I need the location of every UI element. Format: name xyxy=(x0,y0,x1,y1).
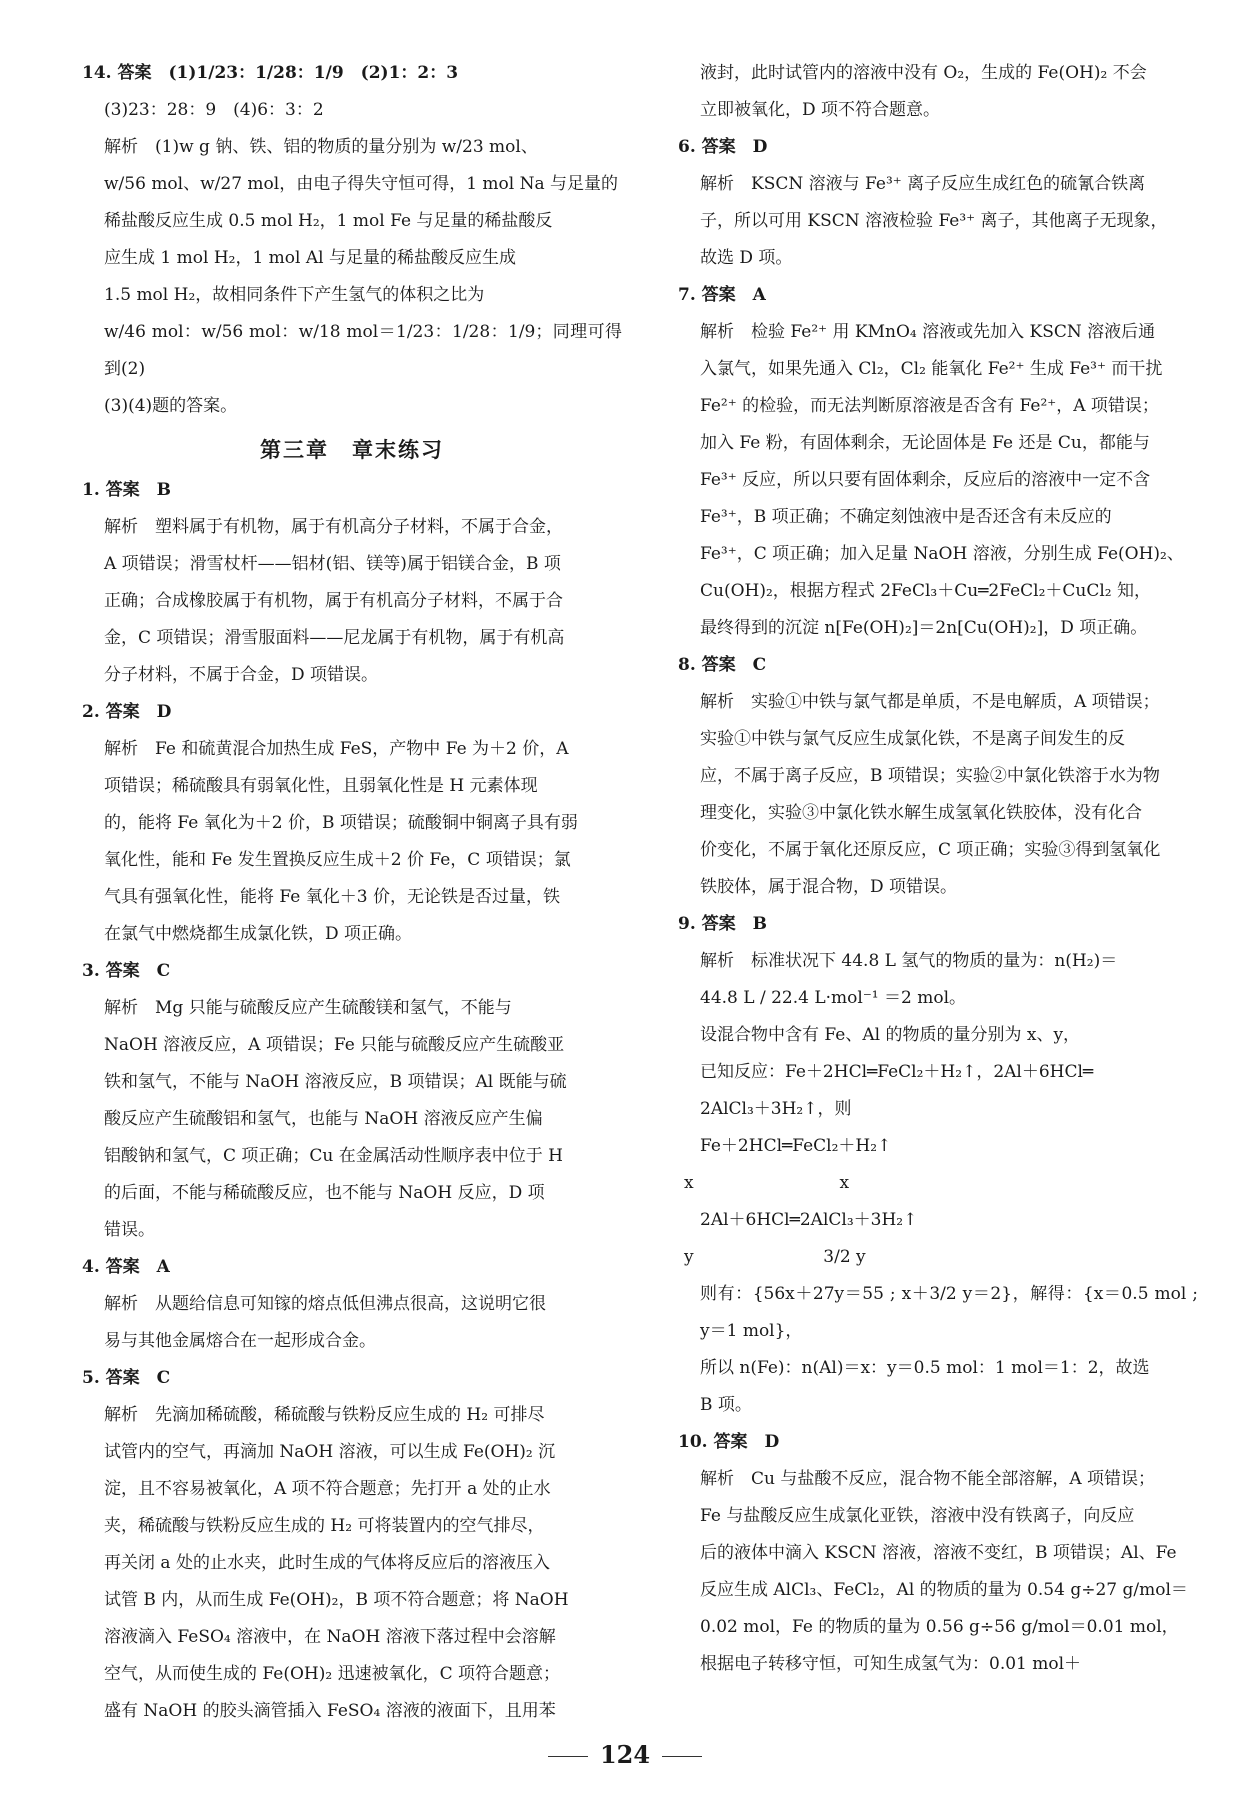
text-line: 错误。 xyxy=(104,1220,155,1240)
text-line: w/46 mol：w/56 mol：w/18 mol＝1/23：1/28：1/9；同理可得到(2) xyxy=(104,322,622,379)
page-number-text: 124 xyxy=(599,1740,651,1769)
text-line: 则有：{56x＋27y＝55 ; x＋3/2 y＝2}，解得：{x＝0.5 mol ; y＝1 mol}， xyxy=(700,1284,1198,1341)
answer-line: 5. 答案 C xyxy=(82,1368,171,1388)
text-line: 铁胶体，属于混合物，D 项错误。 xyxy=(700,877,958,897)
text-line: 子，所以可用 KSCN 溶液检验 Fe³⁺ 离子，其他离子无现象， xyxy=(700,211,1168,231)
text-line: 根据电子转移守恒，可知生成氢气为：0.01 mol＋ xyxy=(700,1654,1082,1674)
text-line: 氧化性，能和 Fe 发生置换反应生成＋2 价 Fe，C 项错误；氯 xyxy=(104,850,571,870)
text-line: 金，C 项错误；滑雪服面料——尼龙属于有机物，属于有机高 xyxy=(104,628,565,648)
text-line: B 项。 xyxy=(700,1395,752,1415)
text-line: 反应生成 AlCl₃、FeCl₂，Al 的物质的量为 0.54 g÷27 g/mol＝ xyxy=(700,1580,1188,1600)
text-line: 溶液滴入 FeSO₄ 溶液中，在 NaOH 溶液下落过程中会溶解 xyxy=(104,1627,556,1647)
answer-line: 7. 答案 A xyxy=(678,285,766,305)
analysis-line: 解析 (1)w g 钠、铁、铝的物质的量分别为 w/23 mol、 xyxy=(104,137,538,157)
text-line: 试管 B 内，从而生成 Fe(OH)₂，B 项不符合题意；将 NaOH xyxy=(104,1590,569,1610)
text-line: 的，能将 Fe 氧化为＋2 价，B 项错误；硫酸铜中铜离子具有弱 xyxy=(104,813,578,833)
text-line: 最终得到的沉淀 n[Fe(OH)₂]＝2n[Cu(OH)₂]，D 项正确。 xyxy=(700,618,1148,638)
formula-line: y 3/2 y xyxy=(684,1247,866,1267)
text-line: 立即被氧化，D 项不符合题意。 xyxy=(700,100,941,120)
text-line: 设混合物中含有 Fe、Al 的物质的量分别为 x、y， xyxy=(700,1025,1081,1045)
analysis-line: 解析 从题给信息可知镓的熔点低但沸点很高，这说明它很 xyxy=(104,1294,546,1314)
text-line: (3)(4)题的答案。 xyxy=(104,396,238,416)
text-line: 气具有强氧化性，能将 Fe 氧化＋3 价，无论铁是否过量，铁 xyxy=(104,887,560,907)
answer-line: 14. 答案 (1)1/23：1/28：1/9 (2)1：2：3 xyxy=(82,63,459,83)
text-line: 正确；合成橡胶属于有机物，属于有机高分子材料，不属于合 xyxy=(104,591,563,611)
text-line: A 项错误；滑雪杖杆——铝材(铝、镁等)属于铝镁合金，B 项 xyxy=(104,554,561,574)
analysis-line: 解析 Mg 只能与硫酸反应产生硫酸镁和氢气，不能与 xyxy=(104,998,512,1018)
text-line: 理变化，实验③中氯化铁水解生成氢氧化铁胶体，没有化合 xyxy=(700,803,1142,823)
text-line: Cu(OH)₂，根据方程式 2FeCl₃＋Cu═2FeCl₂＋CuCl₂ 知， xyxy=(700,581,1152,601)
text-line: 试管内的空气，再滴加 NaOH 溶液，可以生成 Fe(OH)₂ 沉 xyxy=(104,1442,556,1462)
text-line: (3)23：28：9 (4)6：3：2 xyxy=(104,100,324,120)
text-line: 2AlCl₃＋3H₂↑，则 xyxy=(700,1099,852,1119)
answer-line: 2. 答案 D xyxy=(82,702,172,722)
answer-line: 8. 答案 C xyxy=(678,655,767,675)
analysis-line: 解析 先滴加稀硫酸，稀硫酸与铁粉反应生成的 H₂ 可排尽 xyxy=(104,1405,545,1425)
text-line: 所以 n(Fe)：n(Al)＝x：y＝0.5 mol：1 mol＝1：2，故选 xyxy=(700,1358,1150,1378)
analysis-line: 解析 标准状况下 44.8 L 氢气的物质的量为：n(H₂)＝ xyxy=(700,951,1118,971)
text-line: 实验①中铁与氯气反应生成氯化铁，不是离子间发生的反 xyxy=(700,729,1125,749)
text-line: NaOH 溶液反应，A 项错误；Fe 只能与硫酸反应产生硫酸亚 xyxy=(104,1035,565,1055)
text-line: 的后面，不能与稀硫酸反应，也不能与 NaOH 反应，D 项 xyxy=(104,1183,545,1203)
text-line: 铝酸钠和氢气，C 项正确；Cu 在金属活动性顺序表中位于 H xyxy=(104,1146,563,1166)
answer-line: 10. 答案 D xyxy=(678,1432,780,1452)
text-line: 44.8 L / 22.4 L·mol⁻¹ ＝2 mol。 xyxy=(700,988,967,1008)
chapter-heading: 第三章 章末练习 xyxy=(260,437,444,462)
analysis-line: 解析 塑料属于有机物，属于有机高分子材料，不属于合金， xyxy=(104,517,563,537)
answer-line: 1. 答案 B xyxy=(82,480,172,500)
text-line: 入氯气，如果先通入 Cl₂，Cl₂ 能氧化 Fe²⁺ 生成 Fe³⁺ 而干扰 xyxy=(700,359,1163,379)
text-line: Fe²⁺ 的检验，而无法判断原溶液是否含有 Fe²⁺，A 项错误； xyxy=(700,396,1159,416)
text-line: w/56 mol、w/27 mol，由电子得失守恒可得，1 mol Na 与足量的 xyxy=(104,174,619,194)
text-line: 铁和氢气，不能与 NaOH 溶液反应，B 项错误；Al 既能与硫 xyxy=(104,1072,567,1092)
text-line: 应生成 1 mol H₂，1 mol Al 与足量的稀盐酸反应生成 xyxy=(104,248,516,268)
text-line: 易与其他金属熔合在一起形成合金。 xyxy=(104,1331,376,1351)
text-line: 在氯气中燃烧都生成氯化铁，D 项正确。 xyxy=(104,924,413,944)
text-line: Fe 与盐酸反应生成氯化亚铁，溶液中没有铁离子，向反应 xyxy=(700,1506,1135,1526)
left-column xyxy=(82,55,622,1730)
text-line: 0.02 mol，Fe 的物质的量为 0.56 g÷56 g/mol＝0.01 mol， xyxy=(700,1617,1179,1637)
text-line: 已知反应：Fe＋2HCl═FeCl₂＋H₂↑，2Al＋6HCl═ xyxy=(700,1062,1094,1082)
text-line: 分子材料，不属于合金，D 项错误。 xyxy=(104,665,379,685)
text-line: 1.5 mol H₂，故相同条件下产生氢气的体积之比为 xyxy=(104,285,485,305)
text-line: Fe³⁺，C 项正确；加入足量 NaOH 溶液，分别生成 Fe(OH)₂、 xyxy=(700,544,1184,564)
text-line: 价变化，不属于氧化还原反应，C 项正确；实验③得到氢氧化 xyxy=(700,840,1161,860)
text-line: 后的液体中滴入 KSCN 溶液，溶液不变红，B 项错误；Al、Fe xyxy=(700,1543,1177,1563)
right-column xyxy=(678,55,1198,1683)
text-line: 再关闭 a 处的止水夹，此时生成的气体将反应后的溶液压入 xyxy=(104,1553,550,1573)
analysis-line: 解析 KSCN 溶液与 Fe³⁺ 离子反应生成红色的硫氰合铁离 xyxy=(700,174,1146,194)
text-line: 液封，此时试管内的溶液中没有 O₂，生成的 Fe(OH)₂ 不会 xyxy=(700,63,1147,83)
analysis-line: 解析 Fe 和硫黄混合加热生成 FeS，产物中 Fe 为＋2 价，A xyxy=(104,739,569,759)
text-line: Fe³⁺ 反应，所以只要有固体剩余，反应后的溶液中一定不含 xyxy=(700,470,1151,490)
text-line: 盛有 NaOH 的胶头滴管插入 FeSO₄ 溶液的液面下，且用苯 xyxy=(104,1701,556,1721)
analysis-line: 解析 Cu 与盐酸不反应，混合物不能全部溶解，A 项错误； xyxy=(700,1469,1156,1489)
text-line: 酸反应产生硫酸铝和氢气，也能与 NaOH 溶液反应产生偏 xyxy=(104,1109,543,1129)
answer-line: 4. 答案 A xyxy=(82,1257,170,1277)
analysis-line: 解析 检验 Fe²⁺ 用 KMnO₄ 溶液或先加入 KSCN 溶液后通 xyxy=(700,322,1156,342)
analysis-line: 解析 实验①中铁与氯气都是单质，不是电解质，A 项错误； xyxy=(700,692,1160,712)
text-line: 淀，且不容易被氧化，A 项不符合题意；先打开 a 处的止水 xyxy=(104,1479,551,1499)
answer-line: 9. 答案 B xyxy=(678,914,768,934)
text-line: 2Al＋6HCl═2AlCl₃＋3H₂↑ xyxy=(700,1210,918,1230)
text-line: Fe³⁺，B 项正确；不确定刻蚀液中是否还含有未反应的 xyxy=(700,507,1112,527)
text-line: 故选 D 项。 xyxy=(700,248,793,268)
answer-line: 3. 答案 C xyxy=(82,961,171,981)
text-line: 应，不属于离子反应，B 项错误；实验②中氯化铁溶于水为物 xyxy=(700,766,1160,786)
text-line: 空气，从而使生成的 Fe(OH)₂ 迅速被氧化，C 项符合题意； xyxy=(104,1664,560,1684)
text-line: 夹，稀硫酸与铁粉反应生成的 H₂ 可将装置内的空气排尽， xyxy=(104,1516,545,1536)
formula-line: x x xyxy=(684,1173,850,1193)
text-line: 项错误；稀硫酸具有弱氧化性，且弱氧化性是 H 元素体现 xyxy=(104,776,538,796)
answer-line: 6. 答案 D xyxy=(678,137,768,157)
text-line: Fe＋2HCl═FeCl₂＋H₂↑ xyxy=(700,1136,892,1156)
text-line: 加入 Fe 粉，有固体剩余，无论固体是 Fe 还是 Cu，都能与 xyxy=(700,433,1150,453)
text-line: 稀盐酸反应生成 0.5 mol H₂，1 mol Fe 与足量的稀盐酸反 xyxy=(104,211,553,231)
page-number xyxy=(0,1736,1250,1773)
